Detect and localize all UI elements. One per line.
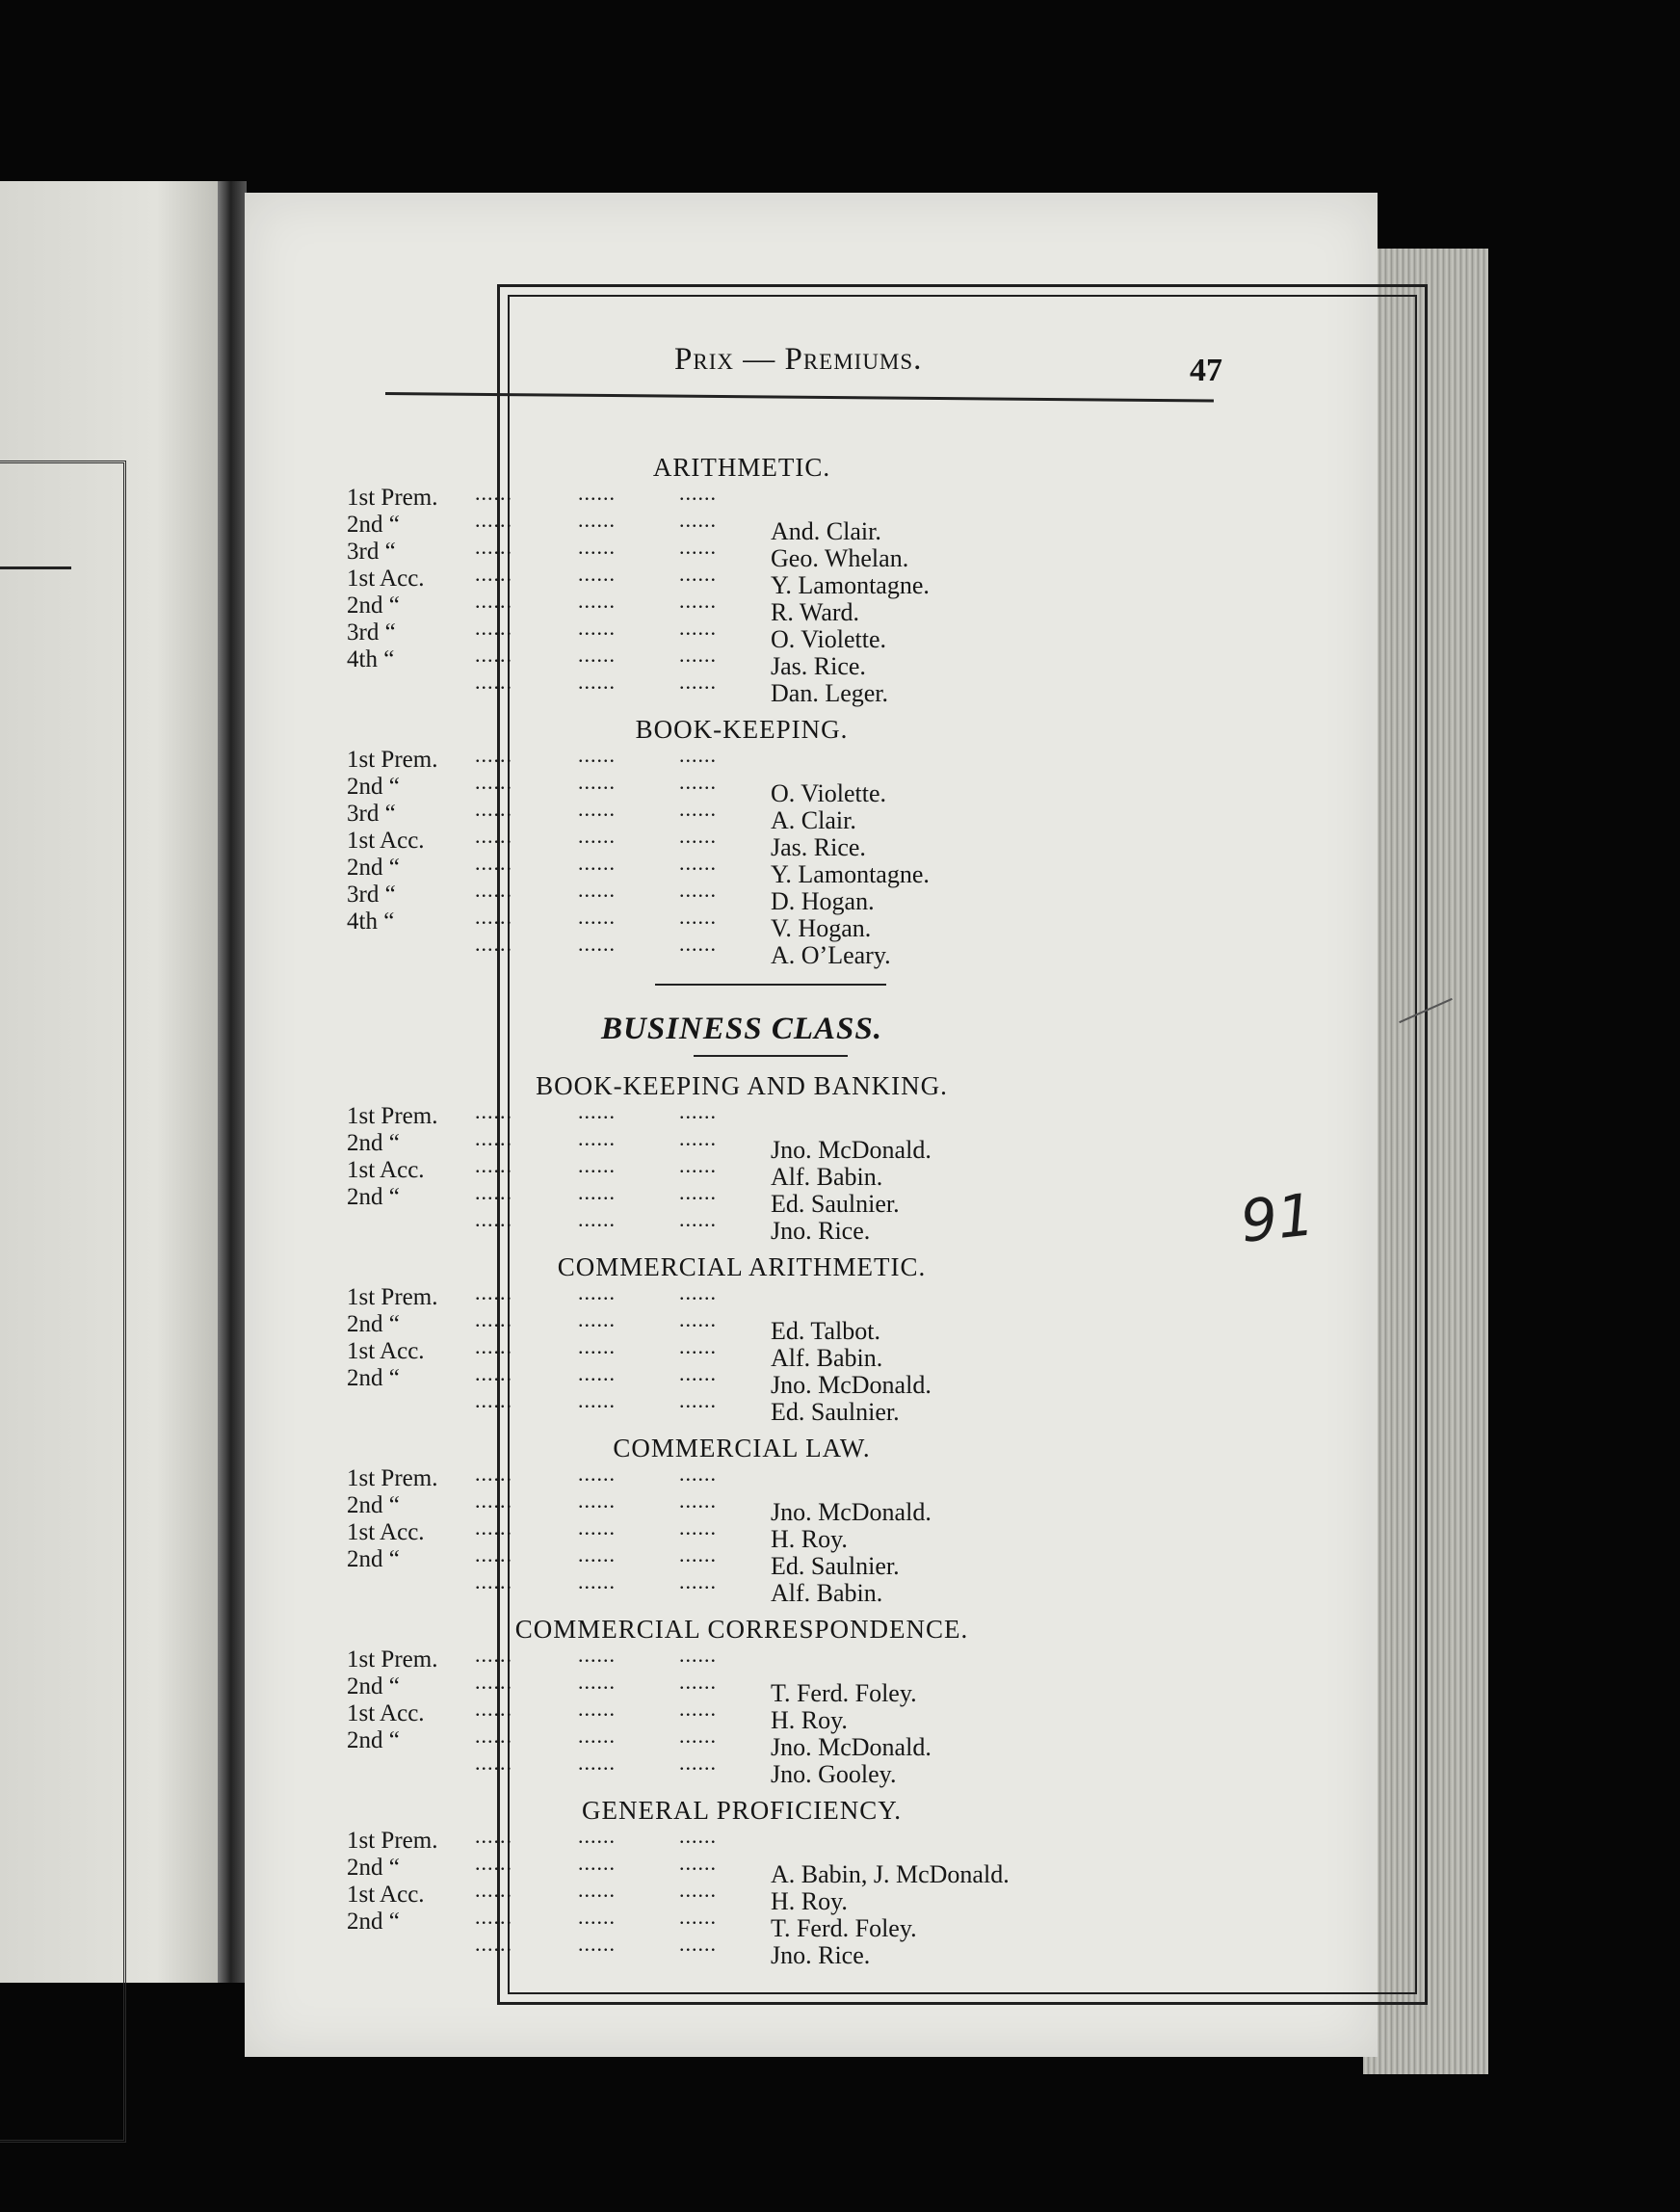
leader-dots: ...... xyxy=(578,1932,616,1956)
leader-dots: ...... xyxy=(578,589,616,613)
leader-dots: ...... xyxy=(475,905,512,929)
leader-dots: ...... xyxy=(578,1126,616,1150)
rank-label: 1st Acc. xyxy=(347,566,425,592)
rank-label: 1st Acc. xyxy=(347,828,425,854)
rank-label: 1st Prem. xyxy=(347,1465,438,1491)
entry-row xyxy=(347,1126,1137,1164)
leader-dots: ...... xyxy=(475,1361,512,1385)
entry-row xyxy=(347,1180,1137,1218)
leader-dots: ...... xyxy=(679,1670,717,1694)
leader-dots: ...... xyxy=(578,1569,616,1593)
leader-dots: ...... xyxy=(475,1670,512,1694)
entry-list xyxy=(347,1643,1137,1788)
recipient-name: Alf. Babin. xyxy=(771,1579,883,1607)
leader-dots: ...... xyxy=(475,824,512,848)
recipient-name: Jno. McDonald. xyxy=(771,1498,932,1526)
recipient-name: T. Ferd. Foley. xyxy=(771,1679,917,1707)
entry-row xyxy=(347,1724,1137,1761)
entry-list xyxy=(347,481,1137,707)
leader-dots: ...... xyxy=(475,1180,512,1204)
leader-dots: ...... xyxy=(475,1569,512,1593)
entry-row xyxy=(347,824,1137,861)
leader-dots: ...... xyxy=(578,905,616,929)
entry-row xyxy=(347,616,1137,653)
leader-dots: ...... xyxy=(578,1878,616,1902)
handwritten-annotation: 91 xyxy=(1237,1181,1318,1256)
section-title: COMMERCIAL CORRESPONDENCE. xyxy=(514,1615,969,1644)
entry-list xyxy=(347,1280,1137,1426)
rank-label: 2nd “ xyxy=(347,1727,400,1753)
leader-dots: ...... xyxy=(679,1180,717,1204)
rank-label: 1st Prem. xyxy=(347,1103,438,1129)
recipient-name: Ed. Talbot. xyxy=(771,1317,880,1345)
section xyxy=(347,712,1137,969)
leader-dots: ...... xyxy=(578,481,616,505)
leader-dots: ...... xyxy=(475,1697,512,1721)
left-page-rule xyxy=(0,566,71,569)
leader-dots: ...... xyxy=(679,1569,717,1593)
leader-dots: ...... xyxy=(679,643,717,667)
entry-row xyxy=(347,643,1137,680)
entry-row xyxy=(347,770,1137,807)
leader-dots: ...... xyxy=(578,1180,616,1204)
recipient-name: A. Babin, J. McDonald. xyxy=(771,1860,1010,1888)
rank-label: 1st Acc. xyxy=(347,1157,425,1183)
recipient-name: Jno. Rice. xyxy=(771,1941,871,1969)
leader-dots: ...... xyxy=(475,616,512,640)
entry-row xyxy=(347,1307,1137,1345)
rank-label: 3rd “ xyxy=(347,801,396,827)
entry-row xyxy=(347,905,1137,942)
rank-label: 2nd “ xyxy=(347,774,400,800)
leader-dots: ...... xyxy=(475,481,512,505)
leader-dots: ...... xyxy=(475,878,512,902)
leader-dots: ...... xyxy=(475,1515,512,1540)
leader-dots: ...... xyxy=(578,1824,616,1848)
leader-dots: ...... xyxy=(578,743,616,767)
recipient-name: Jno. McDonald. xyxy=(771,1733,932,1761)
rank-label: 1st Prem. xyxy=(347,485,438,511)
leader-dots: ...... xyxy=(578,508,616,532)
section xyxy=(347,1068,1137,1245)
leader-dots: ...... xyxy=(578,1462,616,1486)
leader-dots: ...... xyxy=(679,1462,717,1486)
leader-dots: ...... xyxy=(679,932,717,956)
rank-label: 4th “ xyxy=(347,908,395,935)
left-page xyxy=(0,181,223,1983)
entry-row xyxy=(347,1488,1137,1526)
section xyxy=(347,1612,1137,1788)
recipient-name: O. Violette. xyxy=(771,779,886,807)
leader-dots: ...... xyxy=(475,1099,512,1123)
entry-row xyxy=(347,1824,1137,1855)
entry-row xyxy=(347,535,1137,572)
recipient-name: V. Hogan. xyxy=(771,914,872,942)
rank-label: 1st Acc. xyxy=(347,1519,425,1545)
entry-row xyxy=(347,1932,1137,1969)
leader-dots: ...... xyxy=(578,1280,616,1304)
entry-row xyxy=(347,1643,1137,1673)
entry-row xyxy=(347,743,1137,774)
leader-dots: ...... xyxy=(679,824,717,848)
entry-row xyxy=(347,851,1137,888)
leader-dots: ...... xyxy=(679,481,717,505)
entry-row xyxy=(347,1569,1137,1607)
leader-dots: ...... xyxy=(679,1751,717,1775)
leader-dots: ...... xyxy=(679,589,717,613)
recipient-name: H. Roy. xyxy=(771,1887,848,1915)
leader-dots: ...... xyxy=(578,535,616,559)
entry-list xyxy=(347,1099,1137,1245)
rank-label: 1st Prem. xyxy=(347,747,438,773)
leader-dots: ...... xyxy=(475,1207,512,1231)
entry-row xyxy=(347,1462,1137,1492)
leader-dots: ...... xyxy=(475,1851,512,1875)
entry-row xyxy=(347,1751,1137,1788)
business-sections xyxy=(347,1068,1137,1969)
leader-dots: ...... xyxy=(679,1697,717,1721)
rank-label: 1st Acc. xyxy=(347,1338,425,1364)
leader-dots: ...... xyxy=(679,905,717,929)
leader-dots: ...... xyxy=(578,932,616,956)
recipient-name: O. Violette. xyxy=(771,625,886,653)
leader-dots: ...... xyxy=(475,1126,512,1150)
entry-row xyxy=(347,508,1137,545)
leader-dots: ...... xyxy=(578,1334,616,1358)
leader-dots: ...... xyxy=(679,1153,717,1177)
leader-dots: ...... xyxy=(475,1751,512,1775)
rank-label: 2nd “ xyxy=(347,1130,400,1156)
leader-dots: ...... xyxy=(679,535,717,559)
leader-dots: ...... xyxy=(679,1099,717,1123)
leader-dots: ...... xyxy=(578,878,616,902)
entry-row xyxy=(347,932,1137,969)
page-header xyxy=(381,337,1247,405)
section xyxy=(347,1793,1137,1969)
rank-label: 1st Acc. xyxy=(347,1700,425,1726)
entry-row xyxy=(347,1697,1137,1734)
leader-dots: ...... xyxy=(578,1751,616,1775)
leader-dots: ...... xyxy=(475,797,512,821)
section-divider xyxy=(655,984,886,986)
leader-dots: ...... xyxy=(679,1851,717,1875)
section xyxy=(347,1250,1137,1426)
rank-label: 2nd “ xyxy=(347,855,400,881)
rank-label: 2nd “ xyxy=(347,1492,400,1518)
leader-dots: ...... xyxy=(475,1153,512,1177)
recipient-name: Ed. Saulnier. xyxy=(771,1190,900,1218)
leader-dots: ...... xyxy=(475,770,512,794)
entry-row xyxy=(347,1542,1137,1580)
leader-dots: ...... xyxy=(475,851,512,875)
leader-dots: ...... xyxy=(578,1724,616,1748)
page-number: 47 xyxy=(1190,353,1222,388)
section-title: COMMERCIAL LAW. xyxy=(613,1434,871,1462)
recipient-name: And. Clair. xyxy=(771,517,881,545)
recipient-name: Jno. McDonald. xyxy=(771,1136,932,1164)
entry-row xyxy=(347,1099,1137,1130)
leader-dots: ...... xyxy=(475,1488,512,1513)
rank-label: 4th “ xyxy=(347,646,395,672)
leader-dots: ...... xyxy=(475,1542,512,1567)
leader-dots: ...... xyxy=(578,643,616,667)
leader-dots: ...... xyxy=(679,1361,717,1385)
leader-dots: ...... xyxy=(475,1462,512,1486)
leader-dots: ...... xyxy=(679,1542,717,1567)
entry-row xyxy=(347,797,1137,834)
leader-dots: ...... xyxy=(475,1334,512,1358)
leader-dots: ...... xyxy=(679,770,717,794)
leader-dots: ...... xyxy=(475,1388,512,1412)
leader-dots: ...... xyxy=(578,1099,616,1123)
header-rule xyxy=(385,392,1214,403)
recipient-name: Ed. Saulnier. xyxy=(771,1398,900,1426)
leader-dots: ...... xyxy=(578,616,616,640)
recipient-name: Y. Lamontagne. xyxy=(771,860,930,888)
entry-row xyxy=(347,562,1137,599)
leader-dots: ...... xyxy=(679,1280,717,1304)
leader-dots: ...... xyxy=(578,1851,616,1875)
rank-label: 3rd “ xyxy=(347,882,396,908)
leader-dots: ...... xyxy=(578,1153,616,1177)
leader-dots: ...... xyxy=(475,508,512,532)
leader-dots: ...... xyxy=(578,824,616,848)
entry-row xyxy=(347,1153,1137,1191)
leader-dots: ...... xyxy=(475,1280,512,1304)
recipient-name: Jno. McDonald. xyxy=(771,1371,932,1399)
recipient-name: Jno. Gooley. xyxy=(771,1760,897,1788)
leader-dots: ...... xyxy=(475,535,512,559)
entry-row xyxy=(347,1878,1137,1915)
leader-dots: ...... xyxy=(578,1515,616,1540)
leader-dots: ...... xyxy=(475,643,512,667)
leader-dots: ...... xyxy=(679,1824,717,1848)
entry-row xyxy=(347,1905,1137,1942)
leader-dots: ...... xyxy=(475,670,512,694)
entry-list xyxy=(347,743,1137,969)
rank-label: 3rd “ xyxy=(347,539,396,565)
recipient-name: A. O’Leary. xyxy=(771,941,891,969)
recipient-name: H. Roy. xyxy=(771,1525,848,1553)
rank-label: 2nd “ xyxy=(347,1673,400,1699)
leader-dots: ...... xyxy=(679,878,717,902)
section xyxy=(347,1431,1137,1607)
entry-row xyxy=(347,1334,1137,1372)
recipient-name: T. Ferd. Foley. xyxy=(771,1914,917,1942)
leader-dots: ...... xyxy=(679,851,717,875)
leader-dots: ...... xyxy=(475,1307,512,1331)
leader-dots: ...... xyxy=(679,1307,717,1331)
leader-dots: ...... xyxy=(578,1388,616,1412)
rank-label: 2nd “ xyxy=(347,1311,400,1337)
section-title: ARITHMETIC. xyxy=(652,453,831,482)
leader-dots: ...... xyxy=(578,797,616,821)
rank-label: 2nd “ xyxy=(347,1546,400,1572)
rank-label: 2nd “ xyxy=(347,1184,400,1210)
leader-dots: ...... xyxy=(578,770,616,794)
leader-dots: ...... xyxy=(578,562,616,586)
rank-label: 1st Prem. xyxy=(347,1646,438,1672)
recipient-name: Jno. Rice. xyxy=(771,1217,871,1245)
leader-dots: ...... xyxy=(679,1932,717,1956)
rank-label: 2nd “ xyxy=(347,1909,400,1935)
class-title-rule xyxy=(694,1055,848,1057)
leader-dots: ...... xyxy=(475,1932,512,1956)
entry-row xyxy=(347,1207,1137,1245)
recipient-name: Jas. Rice. xyxy=(771,652,866,680)
entry-list xyxy=(347,1824,1137,1969)
leader-dots: ...... xyxy=(475,589,512,613)
leader-dots: ...... xyxy=(578,1697,616,1721)
entry-row xyxy=(347,1851,1137,1888)
leader-dots: ...... xyxy=(679,1905,717,1929)
leader-dots: ...... xyxy=(475,743,512,767)
recipient-name: Alf. Babin. xyxy=(771,1163,883,1191)
recipient-name: D. Hogan. xyxy=(771,887,875,915)
rank-label: 2nd “ xyxy=(347,512,400,538)
section-title: COMMERCIAL ARITHMETIC. xyxy=(557,1252,927,1281)
entry-row xyxy=(347,1361,1137,1399)
rank-label: 2nd “ xyxy=(347,1365,400,1391)
leader-dots: ...... xyxy=(475,1878,512,1902)
leader-dots: ...... xyxy=(578,851,616,875)
recipient-name: R. Ward. xyxy=(771,598,860,626)
leader-dots: ...... xyxy=(578,1670,616,1694)
recipient-name: Ed. Saulnier. xyxy=(771,1552,900,1580)
rank-label: 1st Prem. xyxy=(347,1284,438,1310)
leader-dots: ...... xyxy=(679,1515,717,1540)
left-page-frame xyxy=(0,461,126,2143)
recipient-name: Dan. Leger. xyxy=(771,679,889,707)
book-gutter xyxy=(218,181,247,1983)
leader-dots: ...... xyxy=(679,1878,717,1902)
rank-label: 2nd “ xyxy=(347,592,400,619)
leader-dots: ...... xyxy=(679,1488,717,1513)
entry-row xyxy=(347,1388,1137,1426)
section-title: BOOK-KEEPING. xyxy=(635,715,849,744)
entry-row xyxy=(347,481,1137,512)
leader-dots: ...... xyxy=(578,1361,616,1385)
premium-list xyxy=(347,438,1137,1969)
recipient-name: H. Roy. xyxy=(771,1706,848,1734)
section-title: BOOK-KEEPING AND BANKING. xyxy=(536,1071,948,1100)
entry-row xyxy=(347,1515,1137,1553)
leader-dots: ...... xyxy=(578,1542,616,1567)
leader-dots: ...... xyxy=(475,1905,512,1929)
leader-dots: ...... xyxy=(578,1643,616,1667)
section xyxy=(347,450,1137,707)
recipient-name: A. Clair. xyxy=(771,806,856,834)
entry-row xyxy=(347,1670,1137,1707)
leader-dots: ...... xyxy=(679,616,717,640)
leader-dots: ...... xyxy=(578,1207,616,1231)
leader-dots: ...... xyxy=(578,1488,616,1513)
leader-dots: ...... xyxy=(679,562,717,586)
leader-dots: ...... xyxy=(679,1334,717,1358)
leader-dots: ...... xyxy=(679,670,717,694)
leader-dots: ...... xyxy=(578,670,616,694)
leader-dots: ...... xyxy=(679,743,717,767)
entry-row xyxy=(347,670,1137,707)
recipient-name: Geo. Whelan. xyxy=(771,544,909,572)
leader-dots: ...... xyxy=(578,1905,616,1929)
leader-dots: ...... xyxy=(475,1643,512,1667)
rank-label: 1st Prem. xyxy=(347,1828,438,1854)
rank-label: 3rd “ xyxy=(347,619,396,645)
leader-dots: ...... xyxy=(679,1126,717,1150)
leader-dots: ...... xyxy=(475,1824,512,1848)
leader-dots: ...... xyxy=(679,508,717,532)
leader-dots: ...... xyxy=(475,932,512,956)
leader-dots: ...... xyxy=(679,797,717,821)
entry-list xyxy=(347,1462,1137,1607)
entry-row xyxy=(347,589,1137,626)
recipient-name: Y. Lamontagne. xyxy=(771,571,930,599)
class-title: BUSINESS CLASS. xyxy=(601,1012,882,1046)
recipient-name: Alf. Babin. xyxy=(771,1344,883,1372)
entry-row xyxy=(347,1280,1137,1311)
leader-dots: ...... xyxy=(679,1643,717,1667)
recipient-name: Jas. Rice. xyxy=(771,833,866,861)
rank-label: 2nd “ xyxy=(347,1855,400,1881)
rank-label: 1st Acc. xyxy=(347,1882,425,1908)
section-title: GENERAL PROFICIENCY. xyxy=(581,1796,903,1825)
header-title: Prix — Premiums. xyxy=(674,342,923,377)
entry-row xyxy=(347,878,1137,915)
leader-dots: ...... xyxy=(475,1724,512,1748)
leader-dots: ...... xyxy=(679,1207,717,1231)
leader-dots: ...... xyxy=(679,1388,717,1412)
leader-dots: ...... xyxy=(475,562,512,586)
leader-dots: ...... xyxy=(679,1724,717,1748)
leader-dots: ...... xyxy=(578,1307,616,1331)
upper-sections xyxy=(347,450,1137,969)
